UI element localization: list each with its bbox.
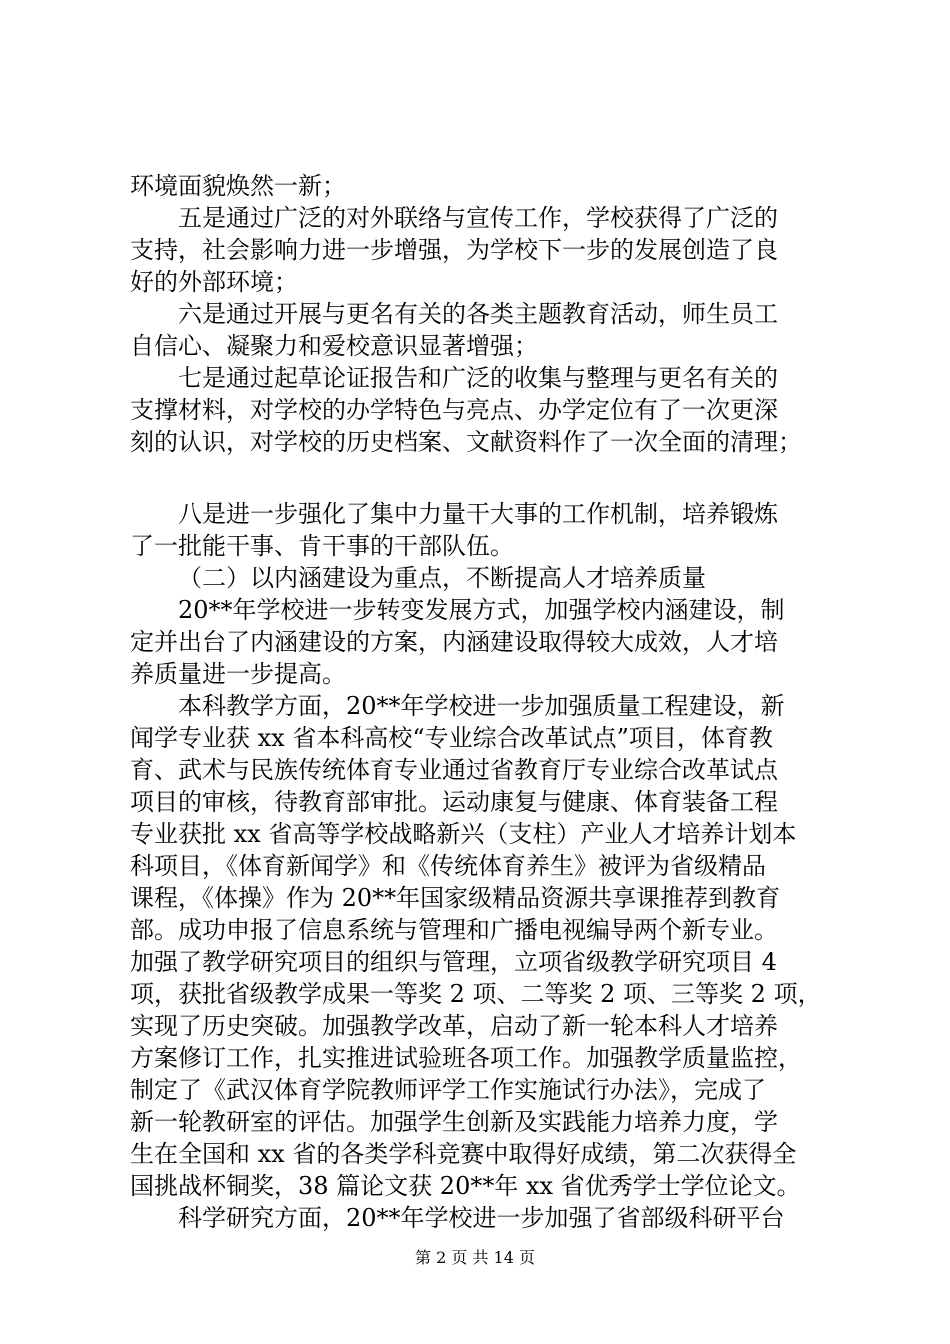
text-line: 七是通过起草论证报告和广泛的收集与整理与更名有关的	[178, 364, 778, 392]
document-body	[130, 170, 840, 1234]
text-line: 科项目，《体育新闻学》和《传统体育养生》被评为省级精品	[130, 852, 766, 880]
text-line: 八是进一步强化了集中力量干大事的工作机制，培养锻炼	[178, 500, 778, 528]
text-line: 育、武术与民族传统体育专业通过省教育厅专业综合改革试点	[130, 756, 778, 784]
text-line: （二）以内涵建设为重点，不断提高人才培养质量	[178, 564, 706, 592]
text-line: 制定了《武汉体育学院教师评学工作实施试行办法》，完成了	[130, 1076, 766, 1104]
paragraph	[130, 1202, 840, 1234]
text-line: 环境面貌焕然一新；	[130, 172, 346, 200]
text-line: 本科教学方面，20**年学校进一步加强质量工程建设，新	[178, 692, 785, 720]
text-line: 科学研究方面，20**年学校进一步加强了省部级科研平台	[178, 1204, 785, 1232]
text-line: 新一轮教研室的评估。加强学生创新及实践能力培养力度，学	[130, 1108, 778, 1136]
text-line: 刻的认识，对学校的历史档案、文献资料作了一次全面的清理；	[130, 428, 802, 456]
text-line: 课程，《体操》作为 20**年国家级精品资源共享课推荐到教育	[130, 884, 781, 912]
text-line: 项目的审核，待教育部审批。运动康复与健康、体育装备工程	[130, 788, 778, 816]
text-line: 专业获批 xx 省高等学校战略新兴（支柱）产业人才培养计划本	[130, 820, 797, 848]
text-line: 支撑材料，对学校的办学特色与亮点、办学定位有了一次更深	[130, 396, 778, 424]
text-line: 闻学专业获 xx 省本科高校“专业综合改革试点”项目，体育教	[130, 724, 773, 752]
paragraph	[130, 562, 840, 594]
paragraph	[130, 498, 840, 562]
text-line: 方案修订工作，扎实推进试验班各项工作。加强教学质量监控，	[130, 1044, 802, 1072]
text-line: 部。成功申报了信息系统与管理和广播电视编导两个新专业。	[130, 916, 778, 944]
paragraph	[130, 298, 840, 362]
text-line: 好的外部环境；	[130, 268, 298, 296]
paragraph	[130, 170, 840, 202]
paragraph	[130, 690, 840, 1202]
text-line: 项，获批省级教学成果一等奖 2 项、二等奖 2 项、三等奖 2 项，	[130, 980, 822, 1008]
page-footer: 第 2 页 共 14 页	[415, 1248, 535, 1267]
text-line: 20**年学校进一步转变发展方式，加强学校内涵建设，制	[178, 596, 785, 624]
text-line: 了一批能干事、肯干事的干部队伍。	[130, 532, 514, 560]
paragraph	[130, 202, 840, 298]
text-line: 养质量进一步提高。	[130, 660, 346, 688]
paragraph	[130, 362, 840, 458]
text-line: 定并出台了内涵建设的方案，内涵建设取得较大成效，人才培	[130, 628, 778, 656]
text-line: 自信心、凝聚力和爱校意识显著增强；	[130, 332, 538, 360]
paragraph	[130, 594, 840, 690]
text-line: 支持，社会影响力进一步增强，为学校下一步的发展创造了良	[130, 236, 778, 264]
text-line: 国挑战杯铜奖，38 篇论文获 20**年 xx 省优秀学士学位论文。	[130, 1172, 801, 1200]
text-line: 加强了教学研究项目的组织与管理，立项省级教学研究项目 4	[130, 948, 777, 976]
text-line: 实现了历史突破。加强教学改革，启动了新一轮本科人才培养	[130, 1012, 778, 1040]
paragraph-gap	[130, 458, 840, 498]
text-line: 五是通过广泛的对外联络与宣传工作，学校获得了广泛的	[178, 204, 778, 232]
text-line: 生在全国和 xx 省的各类学科竞赛中取得好成绩，第二次获得全	[130, 1140, 797, 1168]
text-line: 六是通过开展与更名有关的各类主题教育活动，师生员工	[178, 300, 778, 328]
